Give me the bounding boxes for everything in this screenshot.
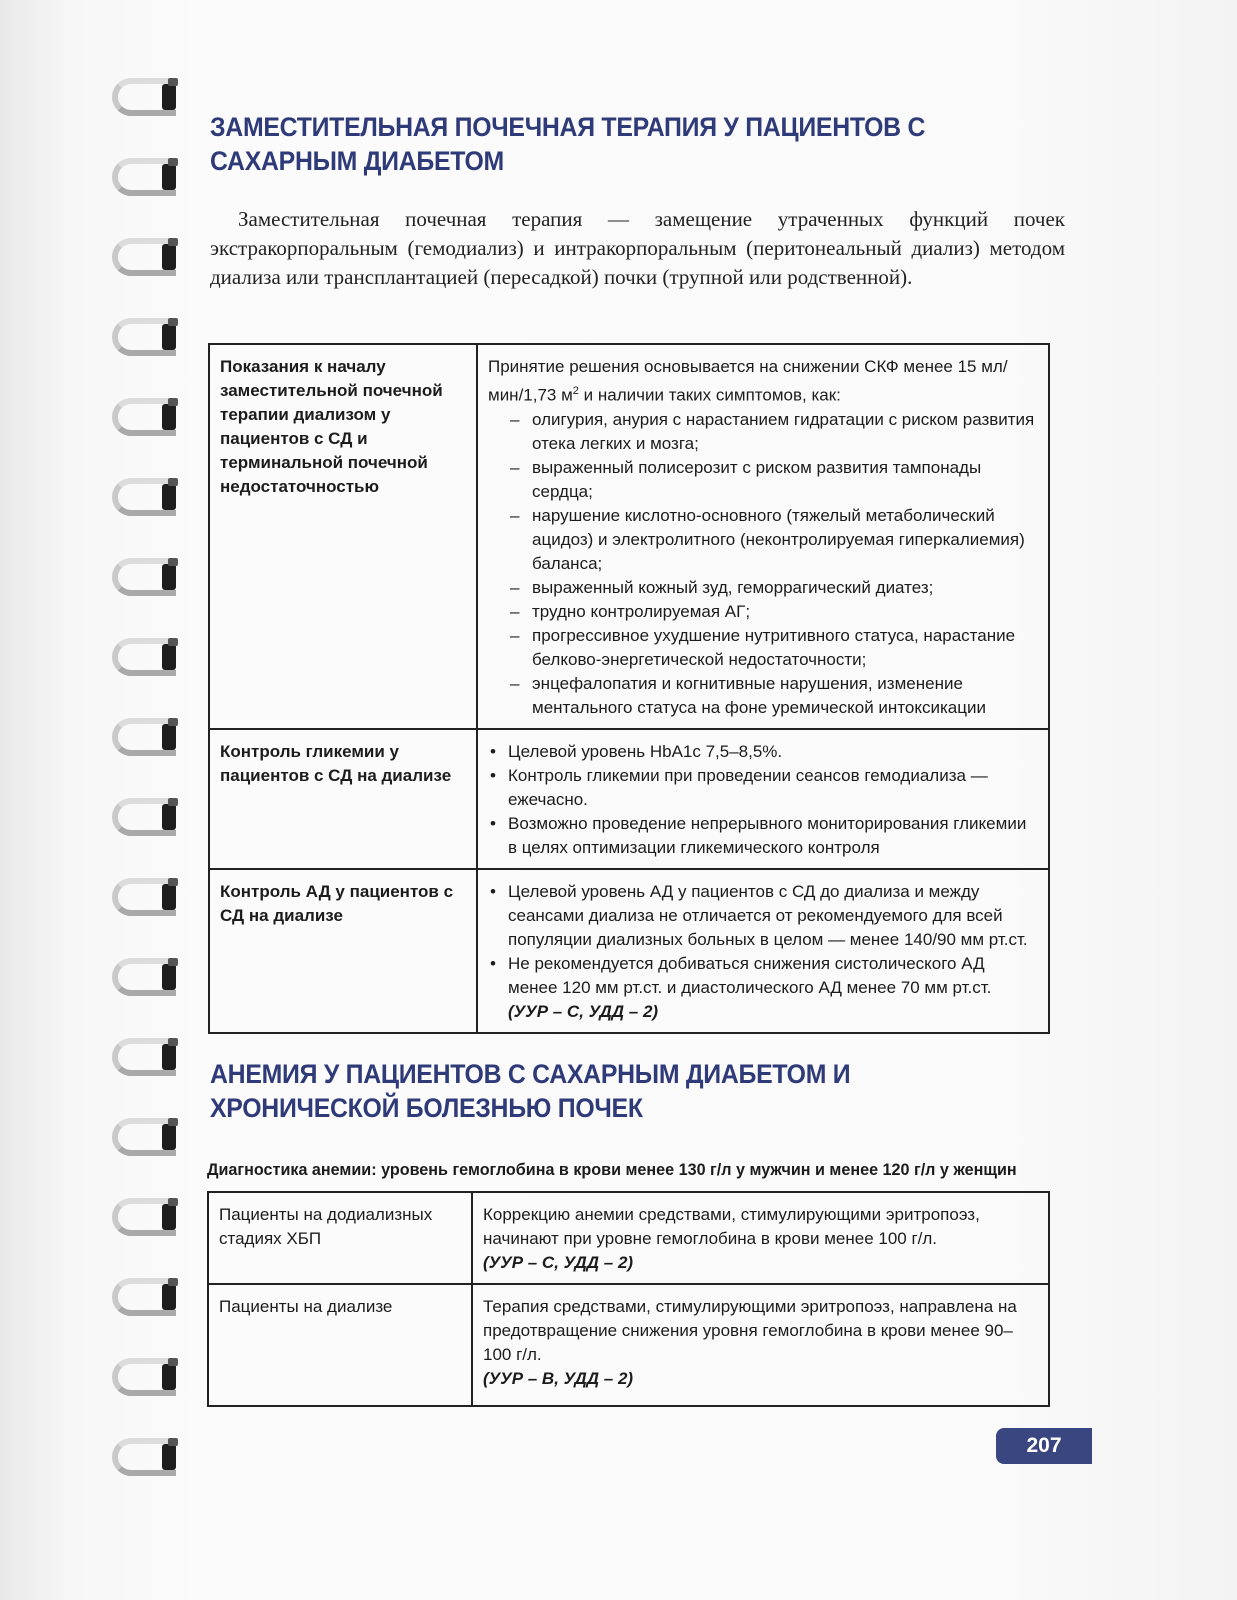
spiral-ring xyxy=(112,70,190,130)
section-title-renal-therapy: ЗАМЕСТИТЕЛЬНАЯ ПОЧЕЧНАЯ ТЕРАПИЯ У ПАЦИЕНТОВ С САХАРНЫМ ДИАБЕТОМ xyxy=(210,112,926,176)
list-item: • Целевой уровень АД у пациентов с СД до диализа и между сеансами диализа не отличается от рекомендуемого для всей популяции диализных больных в целом — менее 140/90 мм рт.ст. xyxy=(488,880,1038,952)
list-item: – выраженный полисерозит с риском развития тампонады сердца; xyxy=(510,456,1038,504)
spiral-ring xyxy=(112,230,190,290)
row-content xyxy=(472,1284,1049,1406)
spiral-ring xyxy=(112,390,190,450)
row-content xyxy=(477,869,1049,1033)
list-item: • Контроль гликемии при проведении сеансов гемодиализа — ежечасно. xyxy=(488,764,1038,812)
spiral-ring xyxy=(112,1030,190,1090)
table-row xyxy=(208,1192,1049,1284)
row-label: Показания к началу заместительной почечной терапии диализом у пациентов с СД и терминальной почечной недостаточностью xyxy=(209,344,477,729)
page-number: 207 xyxy=(996,1428,1092,1464)
list-item: – энцефалопатия и когнитивные нарушения, изменение ментального статуса на фоне уремической интоксикации xyxy=(510,672,1038,720)
list-item: – нарушение кислотно-основного (тяжелый метаболический ацидоз) и электролитного (неконтролируемая гиперкалиемия) баланса; xyxy=(510,504,1038,576)
row-content xyxy=(477,344,1049,729)
spiral-ring xyxy=(112,710,190,770)
evidence-level: (УУР – С, УДД – 2) xyxy=(483,1253,634,1272)
row-text: Коррекцию анемии средствами, стимулирующими эритропоэз, начинают при уровне гемоглобина в крови менее 100 г/л. xyxy=(483,1205,980,1248)
row-lead xyxy=(488,355,1038,408)
spiral-ring xyxy=(112,1190,190,1250)
anemia-table xyxy=(207,1191,1050,1407)
spiral-ring xyxy=(112,1270,190,1330)
spiral-ring xyxy=(112,150,190,210)
spiral-ring xyxy=(112,630,190,690)
section-title-anemia: АНЕМИЯ У ПАЦИЕНТОВ С САХАРНЫМ ДИАБЕТОМ И ХРОНИЧЕСКОЙ БОЛЕЗНЬЮ ПОЧЕК xyxy=(210,1059,851,1123)
row-text: Терапия средствами, стимулирующими эритропоэз, направлена на предотвращение снижения уровня гемоглобина в крови менее 90–100 г/л. xyxy=(483,1297,1017,1364)
symptom-list xyxy=(488,408,1038,720)
table-row xyxy=(209,344,1049,729)
list-item: – прогрессивное ухудшение нутритивного статуса, нарастание белково-энергетической недостаточности; xyxy=(510,624,1038,672)
row-label: Пациенты на диализе xyxy=(208,1284,472,1406)
list-item: – выраженный кожный зуд, геморрагический диатез; xyxy=(510,576,1038,600)
bullet-list xyxy=(488,880,1038,1024)
evidence-level: (УУР – С, УДД – 2) xyxy=(508,1001,659,1021)
row-label: Контроль АД у пациентов с СД на диализе xyxy=(209,869,477,1033)
spiral-ring xyxy=(112,870,190,930)
bullet-list xyxy=(488,740,1038,860)
row-label: Пациенты на додиализных стадиях ХБП xyxy=(208,1192,472,1284)
spiral-ring xyxy=(112,790,190,850)
spiral-ring xyxy=(112,1430,190,1490)
row-content xyxy=(472,1192,1049,1284)
intro-paragraph: Заместительная почечная терапия — замещение утраченных функций почек экстракорпоральным (гемодиализ) и интракорпоральным (перитонеальный диализ) методом диализа или трансплантацией (пересадкой) почки (трупной или родственной). xyxy=(210,207,1065,289)
lead-text-end: и наличии таких симптомов, как: xyxy=(578,385,841,405)
spiral-ring xyxy=(112,470,190,530)
row-content xyxy=(477,729,1049,869)
spiral-ring xyxy=(112,1350,190,1410)
table-caption: Диагностика анемии: уровень гемоглобина в крови менее 130 г/л у мужчин и менее 120 г/л у женщин xyxy=(207,1160,1017,1179)
table-row xyxy=(209,729,1049,869)
spiral-ring xyxy=(112,1110,190,1170)
list-item xyxy=(488,952,1038,1024)
renal-therapy-table xyxy=(208,343,1050,1034)
list-item: – олигурия, анурия с нарастанием гидратации с риском развития отека легких и мозга; xyxy=(510,408,1038,456)
spiral-ring xyxy=(112,550,190,610)
list-item-text: Не рекомендуется добиваться снижения систолического АД менее 120 мм рт.ст. и диастолического АД менее 70 мм рт.ст. xyxy=(508,953,992,997)
table-row xyxy=(209,869,1049,1033)
row-label: Контроль гликемии у пациентов с СД на диализе xyxy=(209,729,477,869)
evidence-level: (УУР – В, УДД – 2) xyxy=(483,1369,634,1388)
spiral-ring xyxy=(112,310,190,370)
list-item: • Возможно проведение непрерывного мониторирования гликемии в целях оптимизации гликемического контроля xyxy=(488,812,1038,860)
list-item: • Целевой уровень HbA1c 7,5–8,5%. xyxy=(488,740,1038,764)
lead-superscript: 2 xyxy=(572,385,579,397)
table-row xyxy=(208,1284,1049,1406)
spiral-ring xyxy=(112,950,190,1010)
lead-text: Принятие решения основывается на снижении СКФ менее 15 мл/мин/1,73 м xyxy=(488,357,1008,405)
list-item: – трудно контролируемая АГ; xyxy=(510,600,1038,624)
